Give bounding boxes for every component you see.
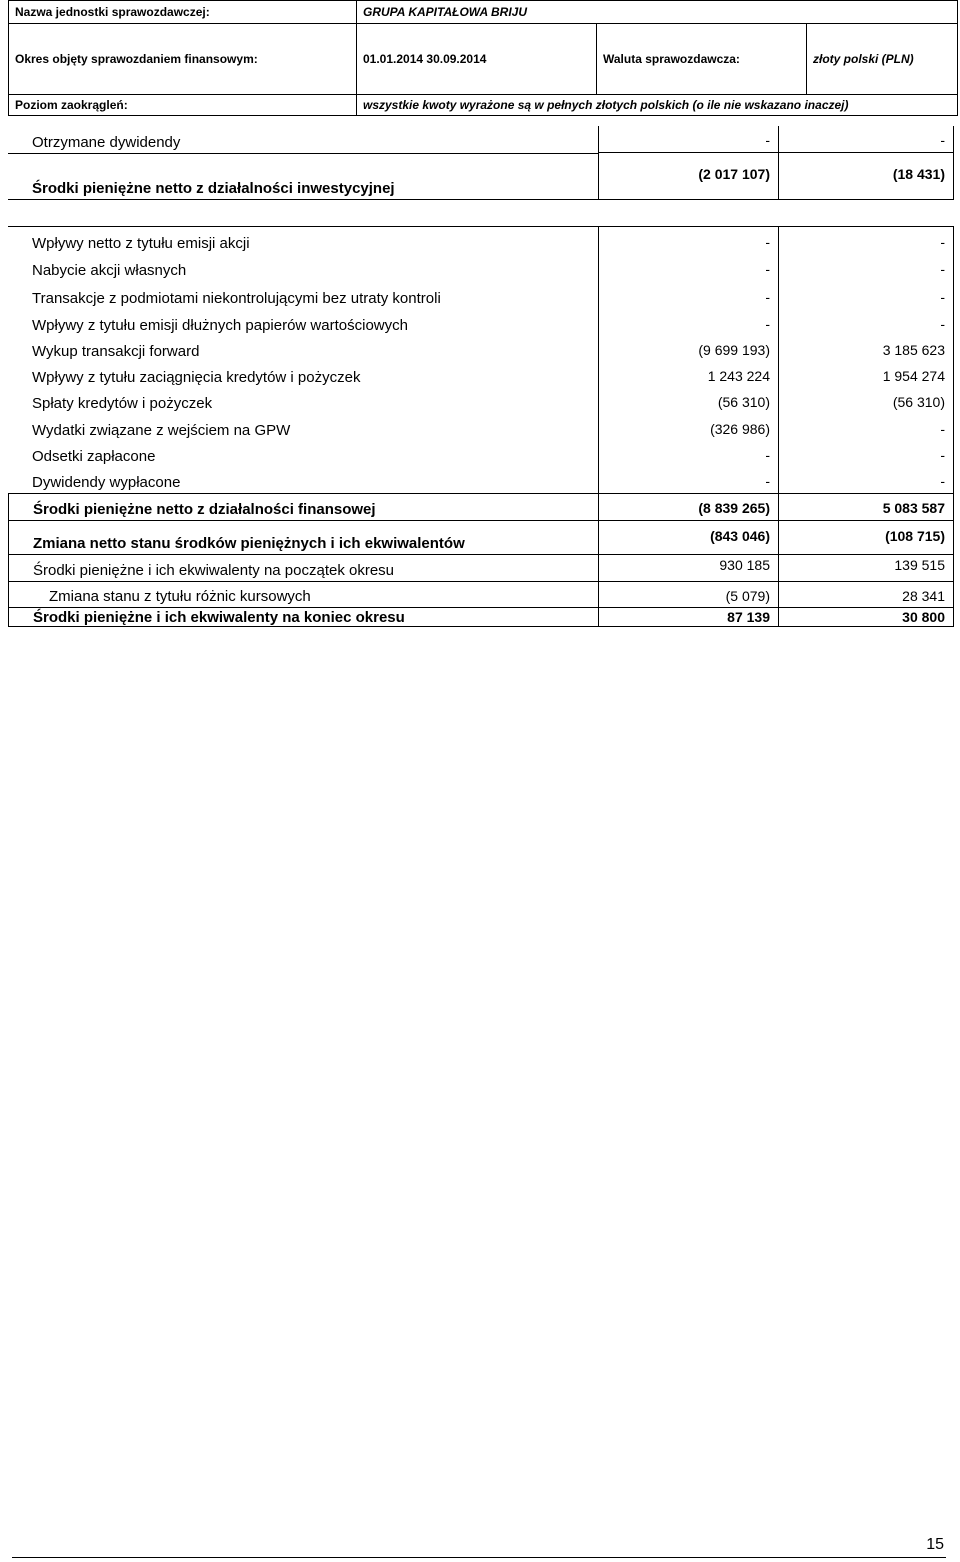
row-value-current: 87 139	[598, 608, 778, 627]
row-value-current: -	[598, 254, 778, 281]
row-value-current: -	[598, 467, 778, 494]
row-value-prior: 28 341	[778, 582, 954, 608]
row-value-prior: 30 800	[778, 608, 954, 627]
header-row-rounding	[9, 95, 957, 115]
page-number: 15	[926, 1536, 944, 1553]
row-value-current: (8 839 265)	[598, 494, 778, 521]
row-value-current: (2 017 107)	[598, 153, 778, 200]
table-row	[8, 441, 954, 467]
row-label: Wydatki związane z wejściem na GPW	[32, 422, 291, 439]
row-value-current: (326 986)	[598, 414, 778, 441]
table-row	[8, 309, 954, 336]
period-value: 01.01.2014 30.09.2014	[357, 24, 597, 94]
row-label: Wpływy z tytułu emisji dłużnych papierów wartościowych	[32, 317, 408, 334]
row-value-current: (9 699 193)	[598, 336, 778, 362]
row-label: Odsetki zapłacone	[32, 448, 156, 465]
row-value-prior: 139 515	[778, 555, 954, 582]
row-value-current: -	[598, 309, 778, 336]
header-row-entity	[9, 1, 957, 24]
entity-value: GRUPA KAPITAŁOWA BRIJU	[363, 5, 527, 19]
row-value-current: 1 243 224	[598, 362, 778, 388]
row-value-prior: (18 431)	[778, 153, 954, 200]
row-value-prior: -	[778, 441, 954, 467]
row-value-prior: -	[778, 281, 954, 309]
table-row	[8, 521, 954, 555]
currency-value: złoty polski (PLN)	[813, 52, 914, 66]
table-row	[8, 126, 954, 153]
header-row-period	[9, 24, 957, 95]
period-label: Okres objęty sprawozdaniem finansowym:	[9, 24, 357, 94]
row-value-prior: (56 310)	[778, 388, 954, 414]
table-row	[8, 336, 954, 362]
row-value-current: -	[598, 441, 778, 467]
row-value-prior: -	[778, 126, 954, 153]
row-label: Nabycie akcji własnych	[32, 262, 187, 279]
row-value-prior: 3 185 623	[778, 336, 954, 362]
row-value-current: -	[598, 126, 778, 153]
row-label: Zmiana netto stanu środków pieniężnych i ich ekwiwalentów	[8, 521, 598, 555]
row-value-prior: -	[778, 414, 954, 441]
row-value-current: -	[598, 281, 778, 309]
row-value-prior: -	[778, 309, 954, 336]
row-value-prior: 5 083 587	[778, 494, 954, 521]
table-row	[8, 414, 954, 441]
table-row	[8, 388, 954, 414]
row-value-prior: 1 954 274	[778, 362, 954, 388]
row-label: Spłaty kredytów i pożyczek	[32, 395, 213, 412]
row-label: Transakcje z podmiotami niekontrolującymi bez utraty kontroli	[32, 290, 441, 307]
currency-label: Waluta sprawozdawcza:	[597, 24, 807, 94]
row-label: Zmiana stanu z tytułu różnic kursowych	[8, 582, 598, 608]
table-row	[8, 226, 954, 254]
row-value-current: (843 046)	[598, 521, 778, 555]
table-row	[8, 555, 954, 582]
row-value-prior: -	[778, 467, 954, 494]
row-label: Środki pieniężne netto z działalności finansowej	[8, 494, 598, 521]
table-row	[8, 281, 954, 309]
row-value-current: -	[598, 226, 778, 254]
report-header	[8, 0, 958, 116]
row-label: Wpływy z tytułu zaciągnięcia kredytów i pożyczek	[32, 369, 361, 386]
row-label: Wpływy netto z tytułu emisji akcji	[8, 226, 598, 254]
row-value-current: (5 079)	[598, 582, 778, 608]
table-row	[8, 608, 954, 627]
table-row	[8, 254, 954, 281]
row-label: Wykup transakcji forward	[32, 343, 200, 360]
table-row	[8, 362, 954, 388]
rounding-label: Poziom zaokrągleń:	[9, 95, 357, 115]
row-value-current: 930 185	[598, 555, 778, 582]
table-row	[8, 467, 954, 494]
entity-label: Nazwa jednostki sprawozdawczej:	[9, 1, 357, 23]
table-row	[8, 582, 954, 608]
row-label: Środki pieniężne i ich ekwiwalenty na koniec okresu	[8, 608, 598, 627]
table-row	[8, 494, 954, 521]
row-value-prior: -	[778, 226, 954, 254]
row-value-current: (56 310)	[598, 388, 778, 414]
table-row	[8, 153, 954, 200]
row-label: Dywidendy wypłacone	[8, 467, 598, 494]
row-label: Otrzymane dywidendy	[32, 134, 181, 151]
rounding-value: wszystkie kwoty wyrażone są w pełnych złotych polskich (o ile nie wskazano inaczej)	[363, 98, 849, 112]
footer-divider	[12, 1557, 946, 1558]
row-label: Środki pieniężne netto z działalności inwestycyjnej	[8, 153, 598, 200]
row-value-prior: (108 715)	[778, 521, 954, 555]
row-value-prior: -	[778, 254, 954, 281]
row-label: Środki pieniężne i ich ekwiwalenty na początek okresu	[8, 555, 598, 582]
